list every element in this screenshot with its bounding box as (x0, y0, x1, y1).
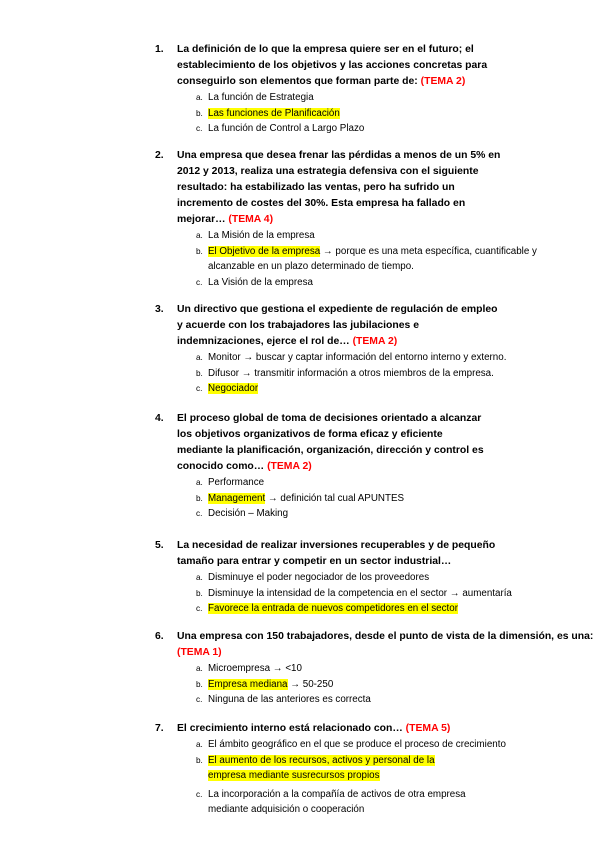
question-6 (155, 629, 595, 708)
option-text-highlighted: Las funciones de Planificación (208, 107, 340, 119)
option-text: La Visión de la empresa (208, 276, 313, 288)
question-text: El proceso global de toma de decisiones orientado a alcanzar (177, 413, 482, 424)
option-letter: a. (196, 740, 203, 749)
option-text-highlighted: Empresa mediana (208, 678, 288, 690)
option-c (155, 275, 595, 291)
question-text: resultado: ha estabilizado las ventas, pero ha sufrido un (177, 182, 455, 193)
option-b (155, 491, 595, 507)
question-number: 5. (155, 540, 164, 551)
option-letter: c. (196, 384, 203, 393)
option-a (155, 228, 595, 244)
option-letter: b. (196, 493, 203, 503)
question-text: El crecimiento interno está relacionado con… (177, 723, 403, 734)
question-text: Una empresa con 150 trabajadores, desde el punto de vista de la dimensión, es una: (177, 631, 594, 642)
tema-label: (TEMA 1) (177, 647, 222, 658)
question-number: 4. (155, 413, 164, 424)
option-a (155, 570, 595, 586)
question-text: La necesidad de realizar inversiones recuperables y de pequeño (177, 540, 496, 551)
tema-label: (TEMA 2) (267, 461, 312, 472)
option-letter: c. (196, 695, 203, 704)
question-number: 1. (155, 44, 164, 55)
option-letter: b. (196, 755, 203, 765)
question-text: los objetivos organizativos de forma eficaz y eficiente (177, 429, 443, 440)
option-c (155, 381, 595, 397)
option-letter: a. (196, 231, 203, 240)
option-text: Disminuye la intensidad de la competencia en el sector (208, 587, 448, 599)
question-7 (155, 721, 595, 818)
option-letter: c. (196, 604, 203, 613)
option-a (155, 737, 595, 753)
question-number: 6. (155, 631, 164, 642)
tema-label: (TEMA 5) (405, 723, 451, 734)
question-text: Un directivo que gestiona el expediente de regulación de empleo (177, 304, 498, 315)
option-letter: b. (196, 588, 203, 598)
question-4 (155, 411, 595, 522)
option-a (155, 350, 595, 366)
option-note: → definición tal cual APUNTES (265, 492, 405, 504)
option-c (155, 121, 595, 137)
question-text: conseguirlo son elementos que forman parte de: (177, 76, 418, 87)
question-text: tamaño para entrar y competir en un sector industrial… (177, 556, 452, 567)
question-1 (155, 42, 595, 137)
option-text-highlighted-continuation: empresa mediante susrecursos propios (208, 770, 380, 781)
option-c (155, 787, 595, 803)
option-text: La función de Control a Largo Plazo (208, 123, 365, 134)
option-letter: a. (196, 573, 203, 582)
option-text-highlighted: Management (208, 492, 266, 504)
option-text: Ninguna de las anteriores es correcta (208, 694, 371, 705)
question-text: incremento de costes del 30%. Esta empresa ha fallado en (177, 198, 466, 209)
option-letter: a. (196, 93, 203, 102)
option-letter: c. (196, 124, 203, 133)
question-text: La definición de lo que la empresa quiere ser en el futuro; el (177, 44, 474, 55)
question-text: mediante la planificación, organización, dirección y control es (177, 445, 484, 456)
option-b (155, 753, 595, 769)
option-note: → 50-250 (287, 678, 334, 690)
option-text: La incorporación a la compañía de activos de otra empresa (208, 788, 466, 800)
option-letter: b. (196, 246, 203, 256)
option-text-continuation: mediante adquisición o cooperación (208, 804, 365, 815)
option-b (155, 677, 595, 693)
option-letter: c. (196, 509, 203, 518)
option-letter: c. (196, 277, 203, 287)
option-letter: b. (196, 368, 203, 378)
option-text: Difusor (208, 367, 240, 379)
option-a (155, 90, 595, 106)
question-text: conocido como… (177, 461, 265, 472)
question-number: 2. (155, 150, 164, 161)
question-2 (155, 148, 595, 290)
tema-label: (TEMA 2) (352, 336, 398, 347)
option-text-highlighted: Negociador (208, 383, 259, 394)
option-b (155, 586, 595, 602)
question-text: Una empresa que desea frenar las pérdidas a menos de un 5% en (177, 150, 501, 161)
option-b (155, 106, 595, 122)
option-b (155, 244, 595, 260)
option-note: → aumentaría (447, 587, 512, 599)
option-c (155, 506, 595, 522)
question-number: 3. (155, 304, 164, 315)
question-text: mejorar… (177, 214, 226, 225)
question-5 (155, 538, 595, 617)
option-letter: b. (196, 108, 203, 118)
option-text-highlighted: El aumento de los recursos, activos y personal de la (208, 754, 435, 766)
option-c (155, 601, 595, 617)
option-text: Monitor (208, 352, 241, 363)
option-text: Microempresa (208, 663, 271, 674)
option-letter: a. (196, 353, 203, 362)
question-text: 2012 y 2013, realiza una estrategia defensiva con el siguiente (177, 166, 479, 177)
option-text: Disminuye el poder negociador de los proveedores (208, 572, 430, 583)
option-text-highlighted: Favorece la entrada de nuevos competidores en el sector (208, 603, 458, 614)
option-letter: c. (196, 789, 203, 799)
option-a (155, 475, 595, 491)
option-note-continuation: alcanzable en un plazo determinado de tiempo. (208, 261, 414, 272)
option-note: → <10 (270, 663, 302, 674)
tema-label: (TEMA 2) (420, 76, 466, 87)
option-text: La Misión de la empresa (208, 230, 315, 241)
tema-label: (TEMA 4) (228, 214, 274, 225)
option-text: El ámbito geográfico en el que se produce el proceso de crecimiento (208, 739, 506, 750)
question-3 (155, 302, 595, 397)
question-text: indemnizaciones, ejerce el rol de… (177, 336, 350, 347)
option-a (155, 661, 595, 677)
option-letter: b. (196, 679, 203, 689)
option-note: → buscar y captar información del entorno interno y externo. (240, 352, 507, 363)
question-text: establecimiento de los objetivos y las acciones concretas para (177, 60, 488, 71)
option-letter: a. (196, 664, 203, 673)
option-text-highlighted: El Objetivo de la empresa (208, 245, 321, 257)
option-b (155, 366, 595, 382)
option-text: Performance (208, 477, 265, 488)
option-text: La función de Estrategia (208, 92, 314, 103)
option-note: → transmitir información a otros miembros de la empresa. (239, 367, 494, 379)
option-note: → porque es una meta específica, cuantificable y (320, 245, 537, 257)
question-number: 7. (155, 723, 164, 734)
question-text: y acuerde con los trabajadores las jubilaciones e (177, 320, 419, 331)
option-c (155, 692, 595, 708)
option-letter: a. (196, 478, 203, 487)
option-text: Decisión – Making (208, 508, 289, 519)
